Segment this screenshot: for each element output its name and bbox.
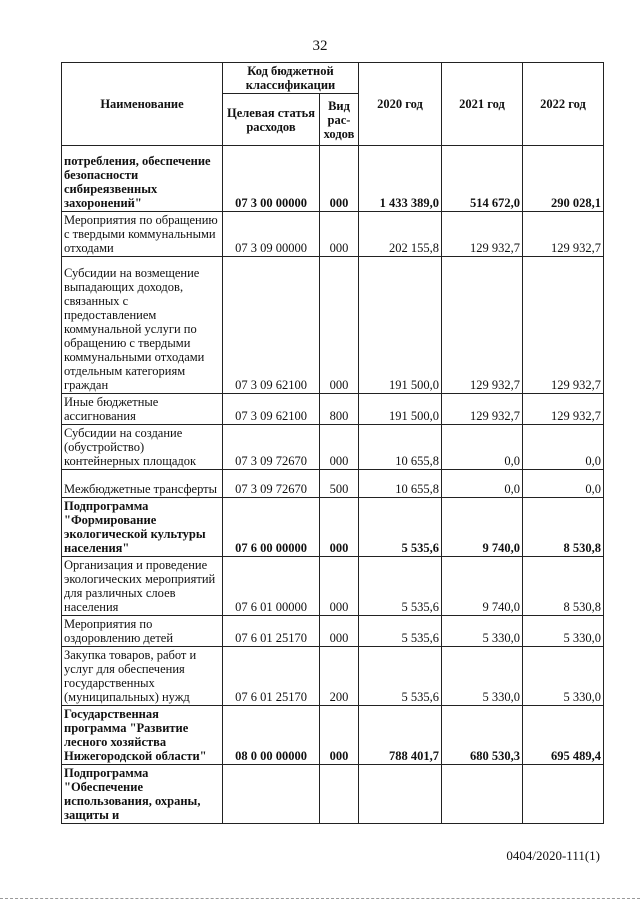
row-2022-amount-cell: 129 932,7 <box>523 257 604 394</box>
table-row <box>62 146 604 212</box>
row-target-code-cell: 08 0 00 00000 <box>223 706 320 765</box>
row-2022-amount-cell: 5 330,0 <box>523 616 604 647</box>
row-expense-type-cell: 000 <box>320 616 359 647</box>
table-row <box>62 212 604 257</box>
row-2021-amount-cell: 5 330,0 <box>442 647 523 706</box>
row-target-code-cell: 07 3 09 62100 <box>223 257 320 394</box>
table-row <box>62 470 604 498</box>
row-2022-amount-cell: 695 489,4 <box>523 706 604 765</box>
row-target-code-cell: 07 3 09 72670 <box>223 425 320 470</box>
row-2020-amount-cell: 5 535,6 <box>359 616 442 647</box>
row-2021-amount-cell: 129 932,7 <box>442 257 523 394</box>
table-header <box>62 63 604 146</box>
row-name-cell: Закупка товаров, работ и услуг для обеспечения государственных (муниципальных) нужд <box>62 647 223 706</box>
row-expense-type-cell: 000 <box>320 212 359 257</box>
row-name-cell: Иные бюджетные ассигнования <box>62 394 223 425</box>
row-2020-amount-cell: 5 535,6 <box>359 647 442 706</box>
row-name-cell: Мероприятия по обращению с твердыми коммунальными отходами <box>62 212 223 257</box>
row-expense-type-cell: 000 <box>320 557 359 616</box>
row-2022-amount-cell: 8 530,8 <box>523 557 604 616</box>
row-2021-amount-cell: 5 330,0 <box>442 616 523 647</box>
row-2022-amount-cell: 0,0 <box>523 425 604 470</box>
row-target-code-cell: 07 3 00 00000 <box>223 146 320 212</box>
row-2020-amount-cell: 5 535,6 <box>359 557 442 616</box>
table-row <box>62 647 604 706</box>
row-target-code-cell: 07 6 01 00000 <box>223 557 320 616</box>
row-2021-amount-cell: 0,0 <box>442 470 523 498</box>
row-name-cell: Мероприятия по оздоровлению детей <box>62 616 223 647</box>
row-2021-amount-cell: 129 932,7 <box>442 212 523 257</box>
row-2022-amount-cell: 129 932,7 <box>523 394 604 425</box>
row-2020-amount-cell: 10 655,8 <box>359 470 442 498</box>
header-2021: 2021 год <box>442 63 523 146</box>
row-target-code-cell: 07 6 01 25170 <box>223 616 320 647</box>
row-name-cell: Государственная программа "Развитие лесного хозяйства Нижегородской области" <box>62 706 223 765</box>
row-2020-amount-cell: 1 433 389,0 <box>359 146 442 212</box>
row-name-cell: потребления, обеспечение безопасности сибиреязвенных захоронений" <box>62 146 223 212</box>
row-2022-amount-cell: 290 028,1 <box>523 146 604 212</box>
row-expense-type-cell <box>320 765 359 824</box>
row-target-code-cell: 07 6 00 00000 <box>223 498 320 557</box>
row-2021-amount-cell: 514 672,0 <box>442 146 523 212</box>
row-name-cell: Организация и проведение экологических мероприятий для различных слоев населения <box>62 557 223 616</box>
row-2020-amount-cell: 202 155,8 <box>359 212 442 257</box>
row-2021-amount-cell: 129 932,7 <box>442 394 523 425</box>
row-target-code-cell: 07 3 09 72670 <box>223 470 320 498</box>
table-row <box>62 706 604 765</box>
row-2021-amount-cell: 9 740,0 <box>442 498 523 557</box>
row-expense-type-cell: 800 <box>320 394 359 425</box>
row-target-code-cell: 07 6 01 25170 <box>223 647 320 706</box>
row-2022-amount-cell: 5 330,0 <box>523 647 604 706</box>
row-expense-type-cell: 000 <box>320 425 359 470</box>
row-expense-type-cell: 200 <box>320 647 359 706</box>
table-row <box>62 765 604 824</box>
document-id: 0404/2020-111(1) <box>506 848 600 863</box>
header-vid: Вид рас-ходов <box>320 94 359 146</box>
header-2020: 2020 год <box>359 63 442 146</box>
table-row <box>62 257 604 394</box>
table-row <box>62 616 604 647</box>
row-name-cell: Субсидии на возмещение выпадающих доходов, связанных с предоставлением коммунальной услуги по обращению с твердыми коммунальными отходами отдельным категориям граждан <box>62 257 223 394</box>
row-expense-type-cell: 000 <box>320 706 359 765</box>
row-2020-amount-cell: 191 500,0 <box>359 394 442 425</box>
row-2020-amount-cell: 191 500,0 <box>359 257 442 394</box>
row-2020-amount-cell: 5 535,6 <box>359 498 442 557</box>
page-number: 32 <box>312 38 328 54</box>
row-2020-amount-cell: 10 655,8 <box>359 425 442 470</box>
row-2021-amount-cell: 9 740,0 <box>442 557 523 616</box>
row-2022-amount-cell: 0,0 <box>523 470 604 498</box>
header-name: Наименование <box>62 63 223 146</box>
row-target-code-cell: 07 3 09 62100 <box>223 394 320 425</box>
row-target-code-cell: 07 3 09 00000 <box>223 212 320 257</box>
header-kbk: Код бюджетной классификации <box>223 63 359 94</box>
row-target-code-cell <box>223 765 320 824</box>
header-target: Целевая статья расходов <box>223 94 320 146</box>
row-expense-type-cell: 500 <box>320 470 359 498</box>
budget-table <box>61 62 604 824</box>
row-expense-type-cell: 000 <box>320 146 359 212</box>
table-row <box>62 394 604 425</box>
row-2021-amount-cell <box>442 765 523 824</box>
row-name-cell: Субсидии на создание (обустройство) контейнерных площадок <box>62 425 223 470</box>
row-name-cell: Подпрограмма "Обеспечение использования, охраны, защиты и <box>62 765 223 824</box>
row-expense-type-cell: 000 <box>320 257 359 394</box>
table-row <box>62 557 604 616</box>
row-2021-amount-cell: 0,0 <box>442 425 523 470</box>
row-2020-amount-cell <box>359 765 442 824</box>
row-name-cell: Межбюджетные трансферты <box>62 470 223 498</box>
row-2020-amount-cell: 788 401,7 <box>359 706 442 765</box>
row-expense-type-cell: 000 <box>320 498 359 557</box>
table-row <box>62 425 604 470</box>
row-2021-amount-cell: 680 530,3 <box>442 706 523 765</box>
table-row <box>62 498 604 557</box>
table-body <box>62 146 604 824</box>
scan-edge-line <box>0 898 640 903</box>
header-2022: 2022 год <box>523 63 604 146</box>
row-2022-amount-cell: 129 932,7 <box>523 212 604 257</box>
row-2022-amount-cell <box>523 765 604 824</box>
row-2022-amount-cell: 8 530,8 <box>523 498 604 557</box>
row-name-cell: Подпрограмма "Формирование экологической культуры населения" <box>62 498 223 557</box>
